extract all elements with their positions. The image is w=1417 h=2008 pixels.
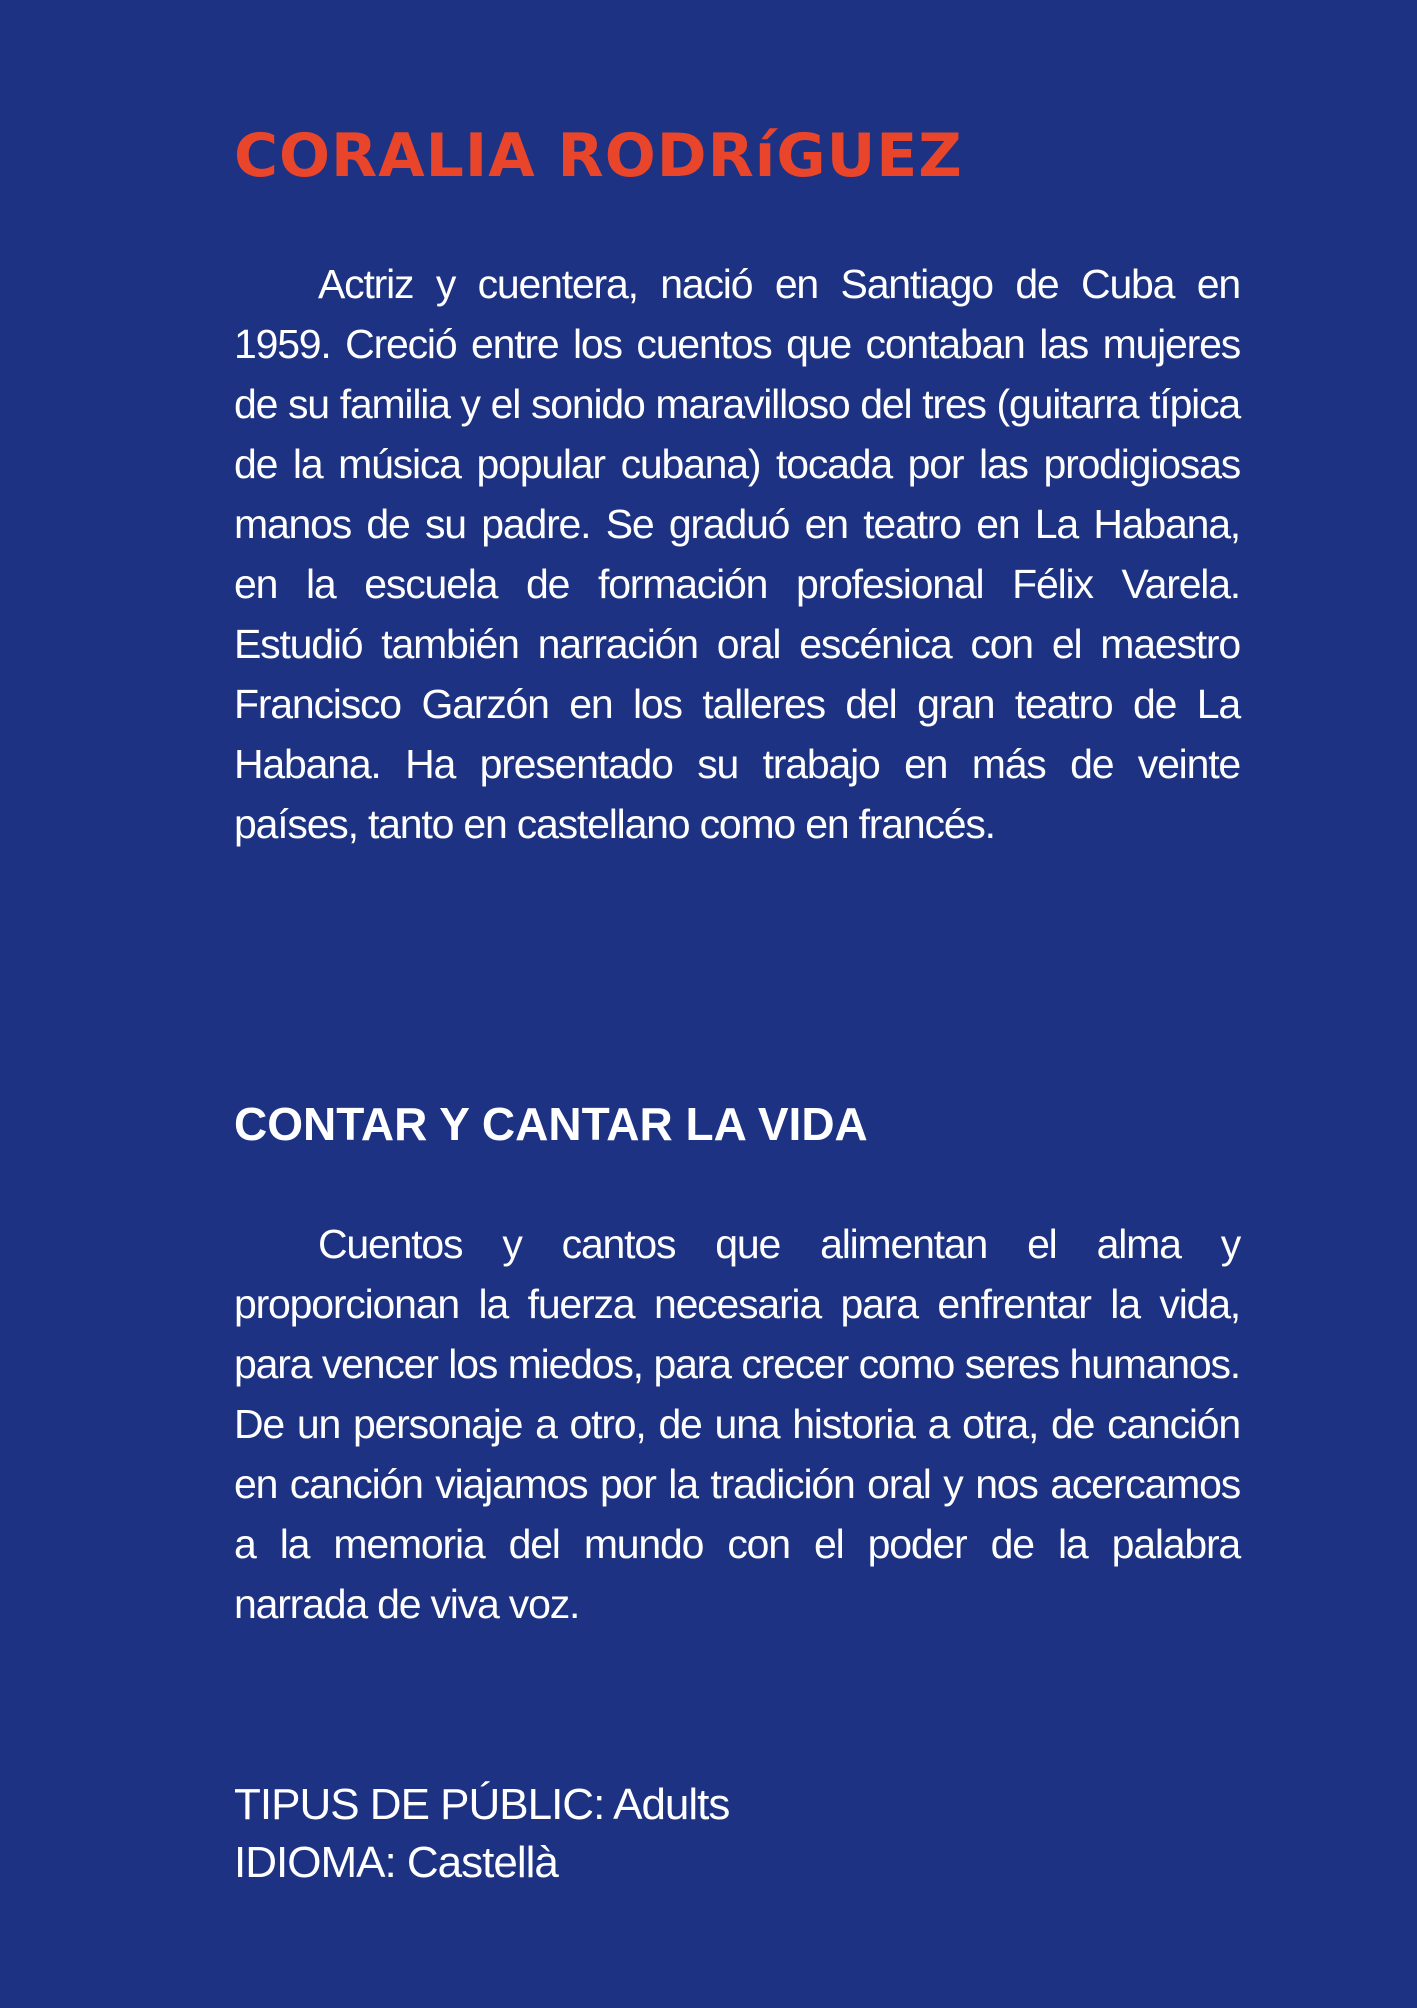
language-info: IDIOMA: Castellà — [234, 1838, 558, 1887]
show-description: Cuentos y cantos que alimentan el alma y proporcionan la fuerza necesaria para enfrentar la vida, para vencer los miedos, para crecer como seres humanos. De un personaje a otro, de una historia a otra, de canción en canción viajamos por la tradición oral y nos acercamos a la memoria del mundo con el poder de la palabra narrada de viva voz. — [234, 1221, 1240, 1627]
audience-type: TIPUS DE PÚBLIC: Adults — [234, 1780, 730, 1829]
show-title: CONTAR Y CANTAR LA VIDA — [234, 1098, 868, 1150]
author-name-title: CORALIA RODRíGUEZ — [234, 121, 963, 191]
author-biography: Actriz y cuentera, nació en Santiago de Cuba en 1959. Creció entre los cuentos que contaban las mujeres de su familia y el sonido maravilloso del tres (guitarra típica de la música popular cubana) tocada por las prodigiosas manos de su padre. Se graduó en teatro en La Habana, en la escuela de formación profesional Félix Varela. Estudió también narración oral escénica con el maestro Francisco Garzón en los talleres del gran teatro de La Habana. Ha presentado su trabajo en más de veinte países, tanto en castellano como en francés. — [234, 261, 1240, 847]
show-details — [234, 1776, 729, 1892]
